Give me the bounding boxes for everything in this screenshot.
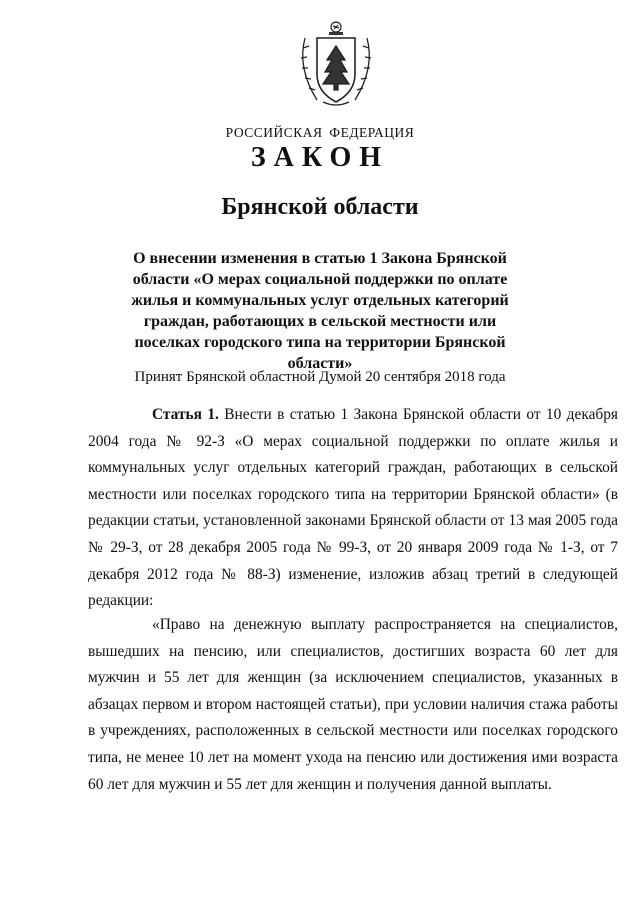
quoted-paragraph: «Право на денежную выплату распространяется на специалистов, вышедших на пенсию, или специалистов, достигших возраста 60 лет для мужчин и 55 лет для женщин (за исключением специалистов, указанных в абзацах первом и втором настоящей статьи), при условии наличия стажа работы в учреждениях, расположенных в сельской местности или поселках городского типа, не менее 10 лет на момент ухода на пенсию или достижения ими возраста 60 лет для мужчин и 55 лет для женщин и получения данной выплаты. xyxy=(88,616,618,793)
article-1-text: Внести в статью 1 Закона Брянской области от 10 декабря 2004 года № 92-З «О мерах социальной поддержки по оплате жилья и коммунальных услуг отдельных категорий граждан, работающих в сельской местности или поселках городского типа на территории Брянской области» (в редакции статьи, установленной законами Брянской области от 13 мая 2005 года № 29-З, от 28 декабря 2005 года № 99-З, от 20 января 2009 года № 1-З, от 7 декабря 2012 года № 88-З) изменение, изложив абзац третий в следующей редакции: xyxy=(88,406,619,610)
article-1-paragraph xyxy=(88,402,618,615)
adoption-note: Принят Брянской областной Думой 20 сентября 2018 года xyxy=(134,369,506,385)
coat-of-arms-icon xyxy=(295,18,377,110)
document-type: ЗАКОН xyxy=(250,142,390,173)
region-name: Брянской области xyxy=(221,194,419,220)
law-title: О внесении изменения в статью 1 Закона Брянской области «О мерах социальной поддержки по оплате жилья и коммунальных услуг отдельных категорий граждан, работающих в сельской местности или поселках городского типа на территории Брянской области» xyxy=(131,250,509,372)
article-1-label: Статья 1. xyxy=(152,406,219,423)
country-name: РОССИЙСКАЯ ФЕДЕРАЦИЯ xyxy=(225,125,415,140)
